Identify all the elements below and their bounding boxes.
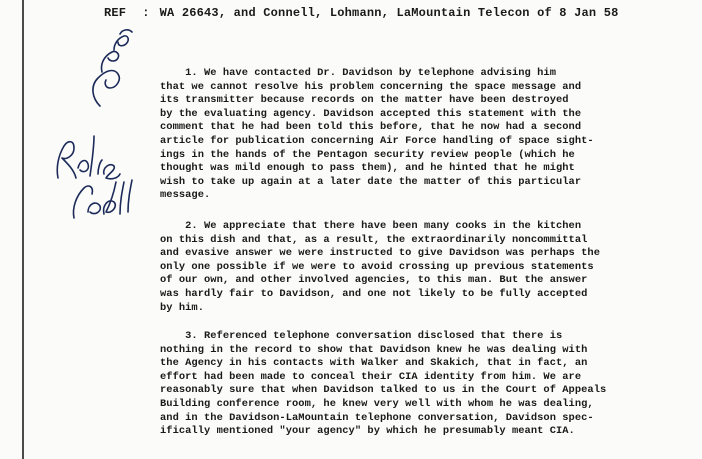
paragraph-line: by the evaluating agency. Davidson accepted this statement with the: [160, 107, 582, 120]
handwriting-stroke-5: [57, 142, 76, 178]
handwriting-stroke-8: [98, 160, 102, 174]
reference-line: [104, 6, 619, 20]
paragraph-line: that we cannot resolve his problem concerning the space message and: [160, 80, 582, 93]
paragraph-3: [160, 330, 690, 439]
paragraph-line: its transmitter because records on the matter have been destroyed: [160, 94, 569, 107]
handwritten-annotation: [40, 28, 150, 228]
page-edge-rule: [22, 0, 24, 459]
handwriting-stroke-2: [101, 51, 118, 72]
paragraph-line: 3. Referenced telephone conversation disclosed that there is: [160, 330, 563, 342]
paragraph-line: 1. We have contacted Dr. Davidson by telephone advising him: [160, 67, 556, 79]
paragraph-line: wish to take up again at a later date the matter of this particular: [160, 175, 582, 188]
handwriting-stroke-4: [120, 30, 132, 34]
handwriting-stroke-11: [88, 203, 100, 213]
paragraph-line: nothing in the record to show that Davidson knew he was dealing with: [160, 343, 588, 356]
paragraph-line: ifically mentioned "your agency" by which he presumably meant CIA.: [160, 425, 575, 438]
reference-text: WA 26643, and Connell, Lohmann, LaMountain Telecon of 8 Jan 58: [159, 6, 619, 20]
paragraph-line: and evasive answer we were instructed to give Davidson was perhaps the: [160, 247, 600, 260]
paragraph-line: reasonably sure that when Davidson talked to us in the Court of Appeals: [160, 384, 607, 397]
paragraph-line: Building conference room, he knew very well with whom he was dealing,: [160, 397, 594, 410]
handwriting-stroke-14: [128, 180, 132, 212]
paragraph-line: of our own, and other involved agencies, to this man. But the answer: [160, 274, 588, 287]
paragraph-line: 2. We appreciate that there have been many cooks in the kitchen: [160, 220, 582, 232]
paragraph-line: on this dish and that, as a result, the extraordinarily noncommittal: [160, 233, 588, 246]
handwriting-stroke-3: [114, 36, 128, 50]
reference-colon: :: [142, 6, 150, 20]
paragraph-line: effort had been made to conceal their CIA identity from him. We are: [160, 370, 582, 383]
paragraph-line: thought was mild enough to pass them), and he hinted that he might: [160, 162, 575, 175]
handwriting-stroke-10: [73, 186, 92, 218]
paragraph-2: [160, 220, 690, 315]
paragraph-line: comment that he had been told this before, that he now had a second: [160, 121, 582, 134]
reference-label: REF: [104, 6, 127, 20]
handwriting-stroke-7: [90, 136, 94, 176]
handwriting-stroke-9: [104, 165, 120, 179]
paragraph-line: ings in the hands of the Pentagon security review people (which he: [160, 148, 575, 161]
handwriting-stroke-6: [78, 161, 88, 172]
paragraph-line: article for publication concerning Air Force handling of space sight-: [160, 134, 594, 147]
handwriting-stroke-13: [120, 182, 124, 214]
handwriting-stroke-1: [93, 71, 119, 106]
paragraph-line: by him.: [160, 301, 204, 314]
handwriting-stroke-12: [104, 182, 116, 214]
paragraph-line: only one possible if we were to avoid crossing up previous statements: [160, 260, 594, 273]
paragraph-line: the Agency in his contacts with Walker and Skakich, that in fact, an: [160, 357, 588, 370]
paragraph-line: message.: [160, 189, 211, 202]
paragraph-1: [160, 67, 690, 203]
paragraph-line: was hardly fair to Davidson, and one not likely to be fully accepted: [160, 287, 588, 300]
paragraph-line: and in the Davidson-LaMountain telephone conversation, Davidson spec-: [160, 411, 594, 424]
